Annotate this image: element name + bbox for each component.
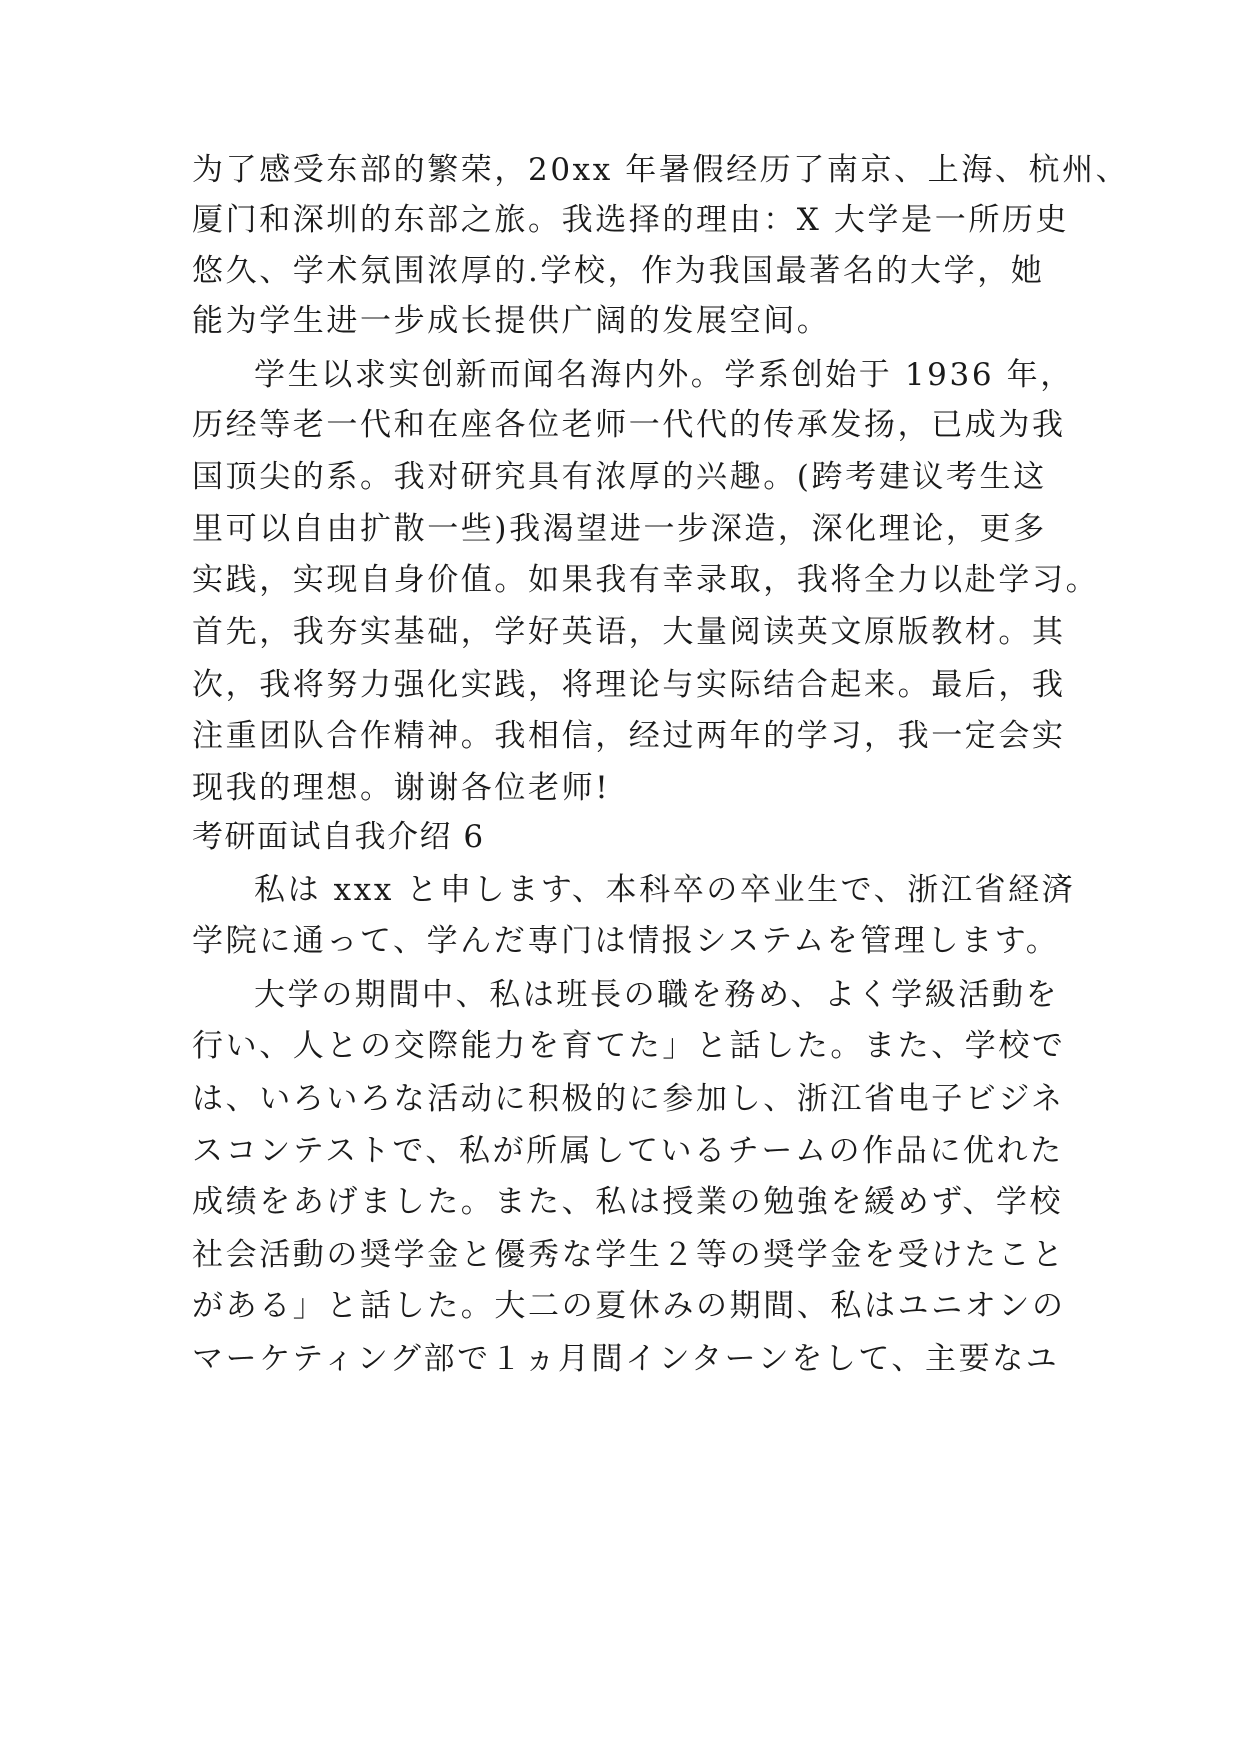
text-line: 为了感受东部的繁荣，20xx 年暑假经历了南京、上海、杭州、	[192, 152, 1130, 188]
text-line: 注重团队合作精神。我相信，经过两年的学习，我一定会实	[192, 718, 1066, 754]
text-line: がある」と話した。大二の夏休みの期間、私はユニオンの	[192, 1288, 1066, 1324]
text-line: 厦门和深圳的东部之旅。我选择的理由：X 大学是一所历史	[192, 202, 1070, 238]
text-line: 学生以求实创新而闻名海内外。学系创始于 1936 年，	[254, 357, 1074, 393]
text-line: 行い、人との交際能力を育てた」と話した。また、学校で	[192, 1028, 1066, 1064]
text-line: は、いろいろな活动に积极的に参加し、浙江省电子ビジネ	[192, 1081, 1065, 1117]
text-line: 成绩をあげました。また、私は授業の勉強を緩めず、学校	[192, 1184, 1064, 1220]
text-line: 次，我将努力强化实践，将理论与实际结合起来。最后，我	[192, 667, 1066, 703]
text-line: 悠久、学术氛围浓厚的.学校，作为我国最著名的大学，她	[192, 253, 1045, 289]
text-line: 首先，我夯实基础，学好英语，大量阅读英文原版教材。其	[192, 614, 1066, 650]
text-line: マーケティング部で１ヵ月間インターンをして、主要なユ	[192, 1341, 1060, 1377]
section-heading: 考研面试自我介绍 6	[192, 819, 485, 855]
text-line: スコンテストで、私が所属しているチームの作品に优れた	[192, 1133, 1064, 1169]
text-line: 里可以自由扩散一些)我渴望进一步深造，深化理论，更多	[192, 511, 1047, 547]
text-line: 大学の期間中、私は班長の職を務め、よく学級活動を	[254, 977, 1060, 1013]
text-line: 社会活動の奨学金と優秀な学生２等の奨学金を受けたこと	[192, 1237, 1066, 1273]
text-line: 实践，实现自身价值。如果我有幸录取，我将全力以赴学习。	[192, 562, 1100, 598]
text-line: 历经等老一代和在座各位老师一代代的传承发扬，已成为我	[192, 407, 1066, 443]
text-line: 国顶尖的系。我对研究具有浓厚的兴趣。(跨考建议考生这	[192, 459, 1047, 495]
text-line: 学院に通って、学んだ専门は情报システムを管理します。	[192, 923, 1060, 959]
text-line: 私は xxx と申します、本科卒の卒业生で、浙江省経済	[254, 872, 1076, 908]
text-line: 现我的理想。谢谢各位老师!	[192, 770, 611, 806]
text-line: 能为学生进一步成长提供广阔的发展空间。	[192, 303, 831, 339]
